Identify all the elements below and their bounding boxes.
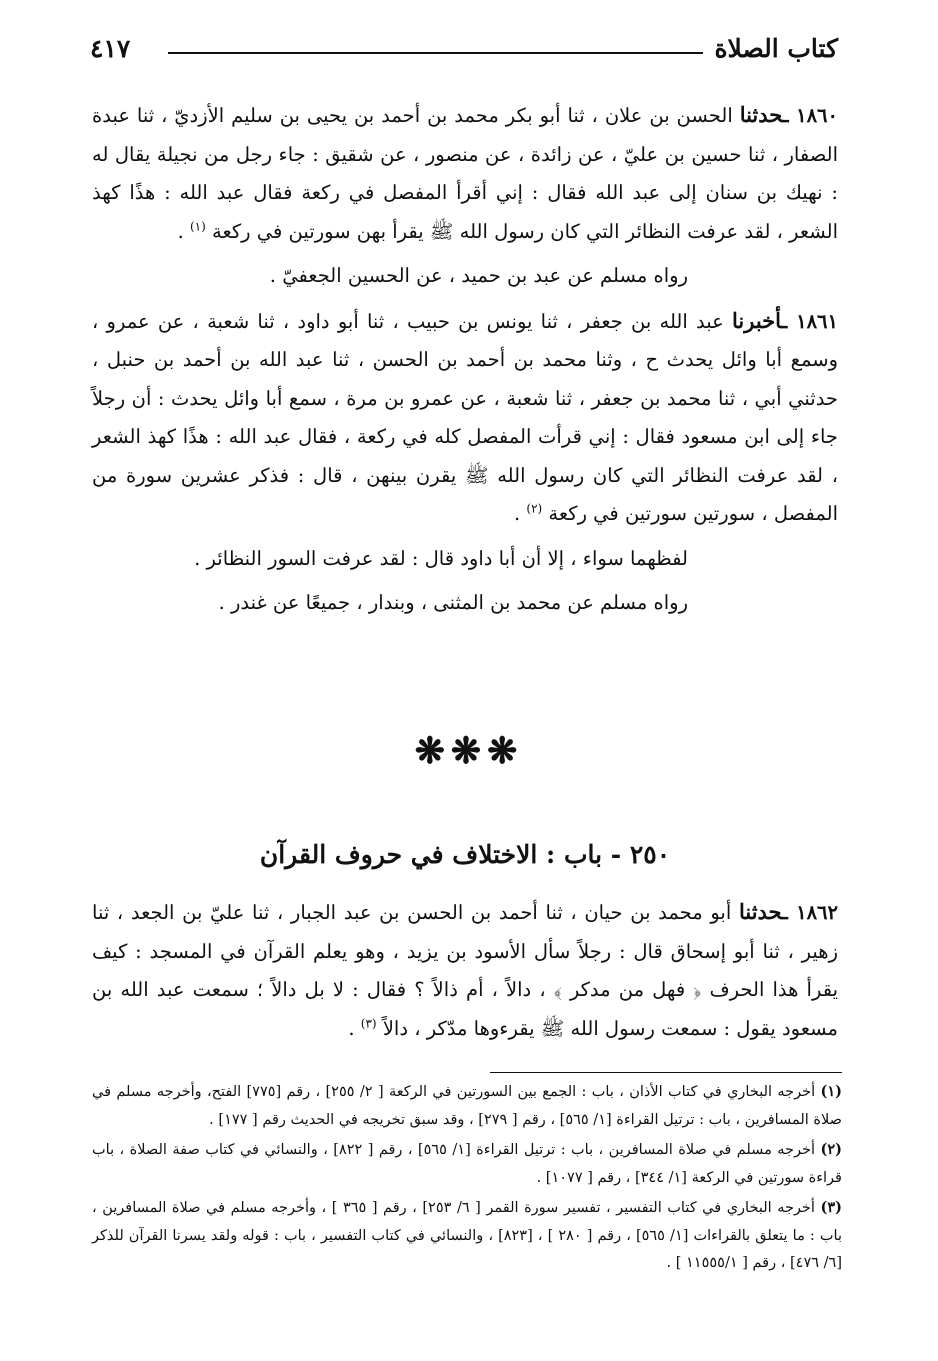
footnote-number: (١) bbox=[820, 1083, 843, 1100]
hadith-text: أبو محمد بن حيان ، ثنا أحمد بن الحسن بن عبد الجبار ، ثنا عليّ بن الجعد ، ثنا زهير ، ثنا أبو إسحاق قال : رجلاً سأل الأسود بن يزيد ، وهو يعلم القرآن في المسجد : كيف يقرأ هذا الحرف ﴿ فهل من مدكر ﴾ ، دالاً ، أم ذالاً ؟ فقال : لا بل دالاً ؛ سمعت عبد الله بن مسعود يقول : سمعت رسول الله ﷺ يقرءوها مدّكر ، دالاً bbox=[92, 901, 838, 1040]
hadith-verb: أخبرنا bbox=[732, 307, 782, 333]
hadith-verb: حدثنا bbox=[738, 899, 783, 924]
page-number: ٤١٧ bbox=[90, 34, 131, 63]
footnote-ref[interactable]: (٣) bbox=[360, 1016, 377, 1030]
hadith-verb: حدثنا bbox=[739, 102, 783, 127]
hadith-note: لفظهما سواء ، إلا أن أبا داود قال : لقد عرفت السور النظائر . bbox=[194, 546, 688, 570]
footnote bbox=[92, 1194, 842, 1278]
hadith-1862: ١٨٦٢ ـحدثنا أبو محمد بن حيان ، ثنا أحمد بن الحسن بن عبد الجبار ، ثنا عليّ بن الجعد ، ثنا زهير ، ثنا أبو إسحاق قال : رجلاً سأل الأسود بن يزيد ، وهو يعلم القرآن في المسجد : كيف يقرأ هذا الحرف ﴿ فهل من مدكر ﴾ ، دالاً ، أم ذالاً ؟ فقال : لا بل دالاً ؛ سمعت عبد الله بن مسعود يقول : سمعت رسول الله ﷺ يقرءوها مدّكر ، دالاً $^{(٣)}$ . bbox=[92, 899, 838, 1040]
hadith-source: رواه مسلم عن عبد بن حميد ، عن الحسين الجعفيّ . bbox=[269, 264, 688, 287]
section-separator: ❋❋❋ bbox=[414, 730, 524, 772]
hadith-number: ١٨٦٢ bbox=[796, 901, 838, 924]
footnote-text: أخرجه البخاري في كتاب الأذان ، باب : الجمع بين السورتين في الركعة [ ٢/ ٢٥٥] ، رقم [٧٧٥] الفتح، وأخرجه مسلم في صلاة المسافرين ، باب : ترتيل القراءة [١/ ٥٦٥] ، رقم [ ٢٧٩] ، وقد سبق تخريجه في الحديث رقم [ ١٧٧] . bbox=[92, 1084, 842, 1128]
hadith-text: الحسن بن علان ، ثنا أبو بكر محمد بن أحمد بن يحيى بن سليم الأزديّ ، ثنا عبدة الصفار ، ثنا حسين بن عليّ ، عن زائدة ، عن منصور ، عن شقيق : جاء رجل من نجيلة يقال له : نهيك بن سنان إلى عبد الله فقال : إني أقرأ المفصل في ركعة فقال عبد الله : هذًا كهذ الشعر ، لقد عرفت النظائر التي كان رسول الله ﷺ يقرأ بهن سورتين في ركعة bbox=[92, 104, 838, 243]
footnote bbox=[92, 1136, 842, 1192]
footnotes bbox=[92, 1078, 842, 1280]
header-title: كتاب الصلاة bbox=[714, 34, 838, 63]
hadith-text: عبد الله بن جعفر ، ثنا يونس بن حبيب ، ثنا أبو داود ، ثنا شعبة ، عن عمرو ، وسمع أبا وائل يحدث ح ، وثنا محمد بن أحمد بن الحسن ، ثنا عبد الله بن أحمد بن حنبل ، حدثني أبي ، ثنا محمد بن جعفر ، ثنا شعبة ، عن عمرو بن مرة ، سمع أبا وائل يحدث : أن رجلاً جاء إلى ابن مسعود فقال : إني قرأت المفصل كله في ركعة ، فقال عبد الله : هذًا كهذ الشعر ، لقد عرفت النظائر التي كان رسول الله ﷺ يقرن بينهن ، قال : فذكر عشرين سورة من المفصل ، سورتين سورتين في ركعة bbox=[92, 309, 838, 525]
hadith-number: ١٨٦١ bbox=[796, 309, 838, 333]
footnote-text: أخرجه مسلم في صلاة المسافرين ، باب : ترتيل القراءة [١/ ٥٦٥] ، رقم [ ٨٢٢] ، والنسائي في كتاب صفة الصلاة ، باب قراءة سورتين في الركعة [١/ ٣٤٤] ، رقم [ ١٠٧٧] . bbox=[92, 1142, 842, 1186]
main-text-2 bbox=[92, 893, 838, 1054]
footnote-ref[interactable]: (٢) bbox=[526, 501, 543, 516]
footnote-rule bbox=[490, 1072, 842, 1073]
footnote-ref[interactable]: (١) bbox=[189, 219, 206, 233]
footnote-text: أخرجه البخاري في كتاب التفسير ، تفسير سورة القمر [ ٦/ ٢٥٣] ، رقم [ ٣٦٥ ] ، وأخرجه مسلم في صلاة المسافرين ، باب : ما يتعلق بالقراءات [١/ ٥٦٥] ، رقم [ ٢٨٠ ] ، [٨٢٣] ، والنسائي في كتاب التفسير ، باب : قوله ولقد يسرنا القرآن للذكر [٦/ ٤٧٦] ، رقم [ ١١٥٥٥/١ ] . bbox=[92, 1200, 842, 1271]
main-text bbox=[92, 96, 838, 629]
hadith-source: رواه مسلم عن محمد بن المثنى ، وبندار ، جميعًا عن غندر . bbox=[218, 591, 688, 614]
header-rule bbox=[168, 52, 703, 54]
footnote bbox=[92, 1078, 842, 1134]
footnote-number: (٣) bbox=[820, 1199, 843, 1216]
running-header bbox=[90, 30, 838, 70]
chapter-title: ٢٥٠ - باب : الاختلاف في حروف القرآن bbox=[259, 840, 671, 869]
hadith-1860: ١٨٦٠ ـحدثنا الحسن بن علان ، ثنا أبو بكر محمد بن أحمد بن يحيى بن سليم الأزديّ ، ثنا عبدة الصفار ، ثنا حسين بن عليّ ، عن زائدة ، عن منصور ، عن شقيق : جاء رجل من نجيلة يقال له : نهيك بن سنان إلى عبد الله فقال : إني أقرأ المفصل في ركعة فقال عبد الله : هذًا كهذ الشعر ، لقد عرفت النظائر التي كان رسول الله ﷺ يقرأ بهن سورتين في ركعة $^{(١)}$ . bbox=[92, 102, 838, 243]
footnote-number: (٢) bbox=[820, 1141, 843, 1158]
hadith-1861: ١٨٦١ ـأخبرنا عبد الله بن جعفر ، ثنا يونس بن حبيب ، ثنا أبو داود ، ثنا شعبة ، عن عمرو ، وسمع أبا وائل يحدث ح ، وثنا محمد بن أحمد بن الحسن ، ثنا عبد الله بن أحمد بن حنبل ، حدثني أبي ، ثنا محمد بن جعفر ، ثنا شعبة ، عن عمرو بن مرة ، سمع أبا وائل يحدث : أن رجلاً جاء إلى ابن مسعود فقال : إني قرأت المفصل كله في ركعة ، فقال عبد الله : هذًا كهذ الشعر ، لقد عرفت النظائر التي كان رسول الله ﷺ يقرن بينهن ، قال : فذكر عشرين سورة من المفصل ، سورتين سورتين في ركعة $^{(٢)}$ . bbox=[92, 307, 838, 525]
hadith-number: ١٨٦٠ bbox=[796, 104, 838, 127]
